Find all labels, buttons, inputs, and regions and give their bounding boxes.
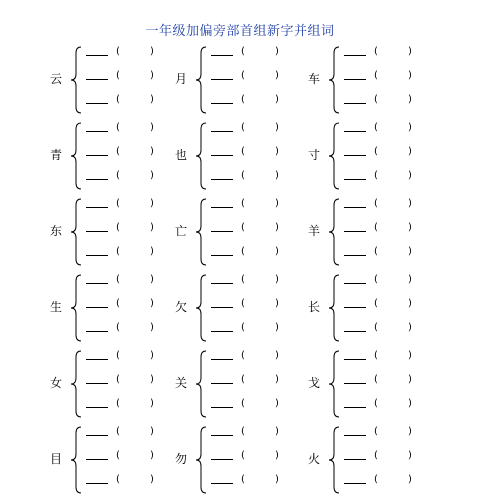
base-character: 目: [50, 452, 63, 466]
paren-right: ): [150, 246, 154, 257]
blank-underline[interactable]: [344, 359, 366, 360]
paren-right: ): [408, 46, 412, 57]
paren-left: (: [116, 122, 120, 133]
brace-icon: [327, 349, 341, 419]
paren-right: ): [150, 322, 154, 333]
paren-left: (: [116, 146, 120, 157]
paren-right: ): [150, 222, 154, 233]
blank-underline[interactable]: [86, 79, 108, 80]
blank-underline[interactable]: [86, 131, 108, 132]
char-item: [308, 121, 458, 191]
brace-icon: [327, 425, 341, 495]
blank-underline[interactable]: [211, 155, 233, 156]
paren-right: ): [275, 350, 279, 361]
answer-line: [340, 373, 460, 393]
paren-right: ): [150, 274, 154, 285]
base-character: 生: [50, 300, 63, 314]
blank-underline[interactable]: [344, 231, 366, 232]
blank-underline[interactable]: [86, 207, 108, 208]
blank-underline[interactable]: [86, 255, 108, 256]
blank-underline[interactable]: [86, 55, 108, 56]
base-character: 羊: [308, 224, 321, 238]
paren-right: ): [408, 474, 412, 485]
char-item: [308, 425, 458, 495]
char-item: [175, 45, 325, 115]
brace-icon: [69, 197, 83, 267]
paren-right: ): [408, 246, 412, 257]
blank-underline[interactable]: [86, 435, 108, 436]
paren-left: (: [374, 298, 378, 309]
blank-underline[interactable]: [344, 283, 366, 284]
blank-underline[interactable]: [344, 79, 366, 80]
blank-underline[interactable]: [211, 207, 233, 208]
paren-left: (: [116, 350, 120, 361]
paren-right: ): [408, 426, 412, 437]
paren-right: ): [408, 146, 412, 157]
paren-right: ): [275, 94, 279, 105]
char-item: [175, 349, 325, 419]
brace-icon: [69, 121, 83, 191]
paren-right: ): [275, 170, 279, 181]
paren-right: ): [150, 474, 154, 485]
base-character: 欠: [175, 300, 188, 314]
paren-left: (: [374, 474, 378, 485]
char-item: [308, 349, 458, 419]
blank-underline[interactable]: [211, 103, 233, 104]
answer-line: [340, 45, 460, 65]
paren-left: (: [116, 94, 120, 105]
answer-line: [340, 121, 460, 141]
answer-line: [340, 273, 460, 293]
paren-right: ): [275, 274, 279, 285]
paren-left: (: [116, 70, 120, 81]
blank-underline[interactable]: [86, 307, 108, 308]
paren-left: (: [116, 450, 120, 461]
base-character: 青: [50, 148, 63, 162]
base-character: 也: [175, 148, 188, 162]
answer-line: [340, 473, 460, 493]
paren-left: (: [241, 474, 245, 485]
paren-right: ): [150, 450, 154, 461]
worksheet-title: 一年级加偏旁部首组新字并组词: [145, 24, 335, 39]
paren-right: ): [275, 222, 279, 233]
paren-left: (: [374, 274, 378, 285]
paren-left: (: [116, 274, 120, 285]
paren-left: (: [116, 298, 120, 309]
paren-left: (: [116, 426, 120, 437]
paren-left: (: [374, 374, 378, 385]
paren-left: (: [116, 246, 120, 257]
base-character: 关: [175, 376, 188, 390]
paren-right: ): [275, 198, 279, 209]
char-item: [175, 425, 325, 495]
blank-underline[interactable]: [344, 103, 366, 104]
blank-underline[interactable]: [211, 483, 233, 484]
paren-left: (: [241, 426, 245, 437]
answer-line: [340, 349, 460, 369]
paren-right: ): [275, 246, 279, 257]
brace-icon: [194, 273, 208, 343]
blank-underline[interactable]: [211, 231, 233, 232]
brace-icon: [194, 349, 208, 419]
base-character: 云: [50, 72, 63, 86]
base-character: 女: [50, 376, 63, 390]
paren-left: (: [374, 70, 378, 81]
paren-right: ): [408, 398, 412, 409]
brace-icon: [327, 197, 341, 267]
paren-left: (: [241, 198, 245, 209]
paren-right: ): [275, 398, 279, 409]
blank-underline[interactable]: [211, 307, 233, 308]
blank-underline[interactable]: [211, 255, 233, 256]
paren-right: ): [408, 450, 412, 461]
brace-icon: [69, 45, 83, 115]
paren-right: ): [408, 374, 412, 385]
blank-underline[interactable]: [344, 331, 366, 332]
paren-left: (: [241, 374, 245, 385]
answer-line: [340, 245, 460, 265]
paren-right: ): [275, 322, 279, 333]
paren-right: ): [275, 122, 279, 133]
blank-underline[interactable]: [86, 483, 108, 484]
paren-right: ): [150, 94, 154, 105]
blank-underline[interactable]: [211, 407, 233, 408]
answer-line: [340, 297, 460, 317]
base-character: 火: [308, 452, 321, 466]
paren-right: ): [150, 70, 154, 81]
blank-underline[interactable]: [86, 331, 108, 332]
paren-left: (: [374, 426, 378, 437]
paren-left: (: [116, 398, 120, 409]
paren-right: ): [408, 70, 412, 81]
blank-underline[interactable]: [86, 231, 108, 232]
blank-underline[interactable]: [344, 383, 366, 384]
paren-left: (: [241, 274, 245, 285]
paren-right: ): [275, 450, 279, 461]
paren-left: (: [374, 246, 378, 257]
paren-right: ): [150, 398, 154, 409]
paren-right: ): [150, 298, 154, 309]
paren-right: ): [275, 46, 279, 57]
paren-right: ): [275, 70, 279, 81]
blank-underline[interactable]: [344, 459, 366, 460]
base-character: 月: [175, 72, 188, 86]
answer-line: [340, 197, 460, 217]
paren-left: (: [241, 70, 245, 81]
base-character: 勿: [175, 452, 188, 466]
blank-underline[interactable]: [86, 383, 108, 384]
paren-right: ): [150, 122, 154, 133]
paren-right: ): [150, 198, 154, 209]
base-character: 车: [308, 72, 321, 86]
char-item: [175, 121, 325, 191]
paren-right: ): [150, 350, 154, 361]
blank-underline[interactable]: [344, 483, 366, 484]
answer-line: [340, 69, 460, 89]
paren-left: (: [241, 298, 245, 309]
answer-line: [340, 321, 460, 341]
answer-line: [340, 425, 460, 445]
blank-underline[interactable]: [211, 131, 233, 132]
paren-left: (: [241, 94, 245, 105]
char-item: [308, 197, 458, 267]
char-item: [308, 45, 458, 115]
char-item: [175, 273, 325, 343]
paren-left: (: [116, 198, 120, 209]
paren-left: (: [116, 322, 120, 333]
answer-line: [340, 93, 460, 113]
paren-right: ): [408, 198, 412, 209]
paren-left: (: [241, 450, 245, 461]
blank-underline[interactable]: [86, 155, 108, 156]
blank-underline[interactable]: [344, 435, 366, 436]
blank-underline[interactable]: [211, 55, 233, 56]
blank-underline[interactable]: [211, 459, 233, 460]
char-item: [308, 273, 458, 343]
answer-line: [340, 145, 460, 165]
paren-left: (: [241, 246, 245, 257]
blank-underline[interactable]: [86, 103, 108, 104]
base-character: 寸: [308, 148, 321, 162]
paren-right: ): [275, 146, 279, 157]
base-character: 戈: [308, 376, 321, 390]
blank-underline[interactable]: [344, 255, 366, 256]
blank-underline[interactable]: [344, 207, 366, 208]
brace-icon: [194, 197, 208, 267]
paren-right: ): [150, 426, 154, 437]
paren-left: (: [241, 146, 245, 157]
paren-left: (: [374, 322, 378, 333]
blank-underline[interactable]: [344, 131, 366, 132]
paren-left: (: [374, 450, 378, 461]
brace-icon: [69, 425, 83, 495]
paren-left: (: [374, 170, 378, 181]
answer-line: [340, 221, 460, 241]
paren-right: ): [408, 274, 412, 285]
blank-underline[interactable]: [344, 407, 366, 408]
paren-left: (: [374, 122, 378, 133]
blank-underline[interactable]: [86, 407, 108, 408]
paren-left: (: [241, 222, 245, 233]
paren-right: ): [408, 170, 412, 181]
brace-icon: [69, 273, 83, 343]
brace-icon: [194, 121, 208, 191]
paren-right: ): [408, 322, 412, 333]
paren-left: (: [116, 222, 120, 233]
paren-right: ): [408, 298, 412, 309]
paren-right: ): [150, 170, 154, 181]
char-item: [175, 197, 325, 267]
paren-right: ): [275, 474, 279, 485]
blank-underline[interactable]: [211, 435, 233, 436]
blank-underline[interactable]: [211, 359, 233, 360]
blank-underline[interactable]: [344, 55, 366, 56]
brace-icon: [327, 273, 341, 343]
paren-right: ): [408, 122, 412, 133]
paren-right: ): [408, 94, 412, 105]
paren-left: (: [241, 398, 245, 409]
paren-left: (: [241, 122, 245, 133]
base-character: 亡: [175, 224, 188, 238]
paren-right: ): [150, 46, 154, 57]
paren-right: ): [408, 222, 412, 233]
paren-left: (: [374, 46, 378, 57]
answer-line: [340, 397, 460, 417]
paren-left: (: [241, 46, 245, 57]
paren-left: (: [374, 198, 378, 209]
blank-underline[interactable]: [86, 179, 108, 180]
base-character: 长: [308, 300, 321, 314]
answer-line: [340, 169, 460, 189]
paren-left: (: [116, 374, 120, 385]
brace-icon: [69, 349, 83, 419]
paren-left: (: [116, 46, 120, 57]
paren-right: ): [275, 298, 279, 309]
paren-left: (: [374, 146, 378, 157]
paren-right: ): [150, 146, 154, 157]
paren-left: (: [116, 170, 120, 181]
brace-icon: [327, 45, 341, 115]
paren-left: (: [374, 398, 378, 409]
paren-right: ): [150, 374, 154, 385]
blank-underline[interactable]: [86, 459, 108, 460]
blank-underline[interactable]: [344, 307, 366, 308]
paren-left: (: [241, 170, 245, 181]
blank-underline[interactable]: [344, 155, 366, 156]
brace-icon: [327, 121, 341, 191]
blank-underline[interactable]: [344, 179, 366, 180]
blank-underline[interactable]: [211, 383, 233, 384]
paren-right: ): [408, 350, 412, 361]
paren-left: (: [241, 350, 245, 361]
answer-line: [340, 449, 460, 469]
brace-icon: [194, 45, 208, 115]
paren-left: (: [374, 94, 378, 105]
blank-underline[interactable]: [211, 283, 233, 284]
blank-underline[interactable]: [86, 359, 108, 360]
base-character: 东: [50, 224, 63, 238]
blank-underline[interactable]: [211, 331, 233, 332]
blank-underline[interactable]: [211, 79, 233, 80]
paren-right: ): [275, 426, 279, 437]
paren-right: ): [275, 374, 279, 385]
blank-underline[interactable]: [211, 179, 233, 180]
paren-left: (: [116, 474, 120, 485]
brace-icon: [194, 425, 208, 495]
paren-left: (: [374, 222, 378, 233]
blank-underline[interactable]: [86, 283, 108, 284]
paren-left: (: [374, 350, 378, 361]
paren-left: (: [241, 322, 245, 333]
